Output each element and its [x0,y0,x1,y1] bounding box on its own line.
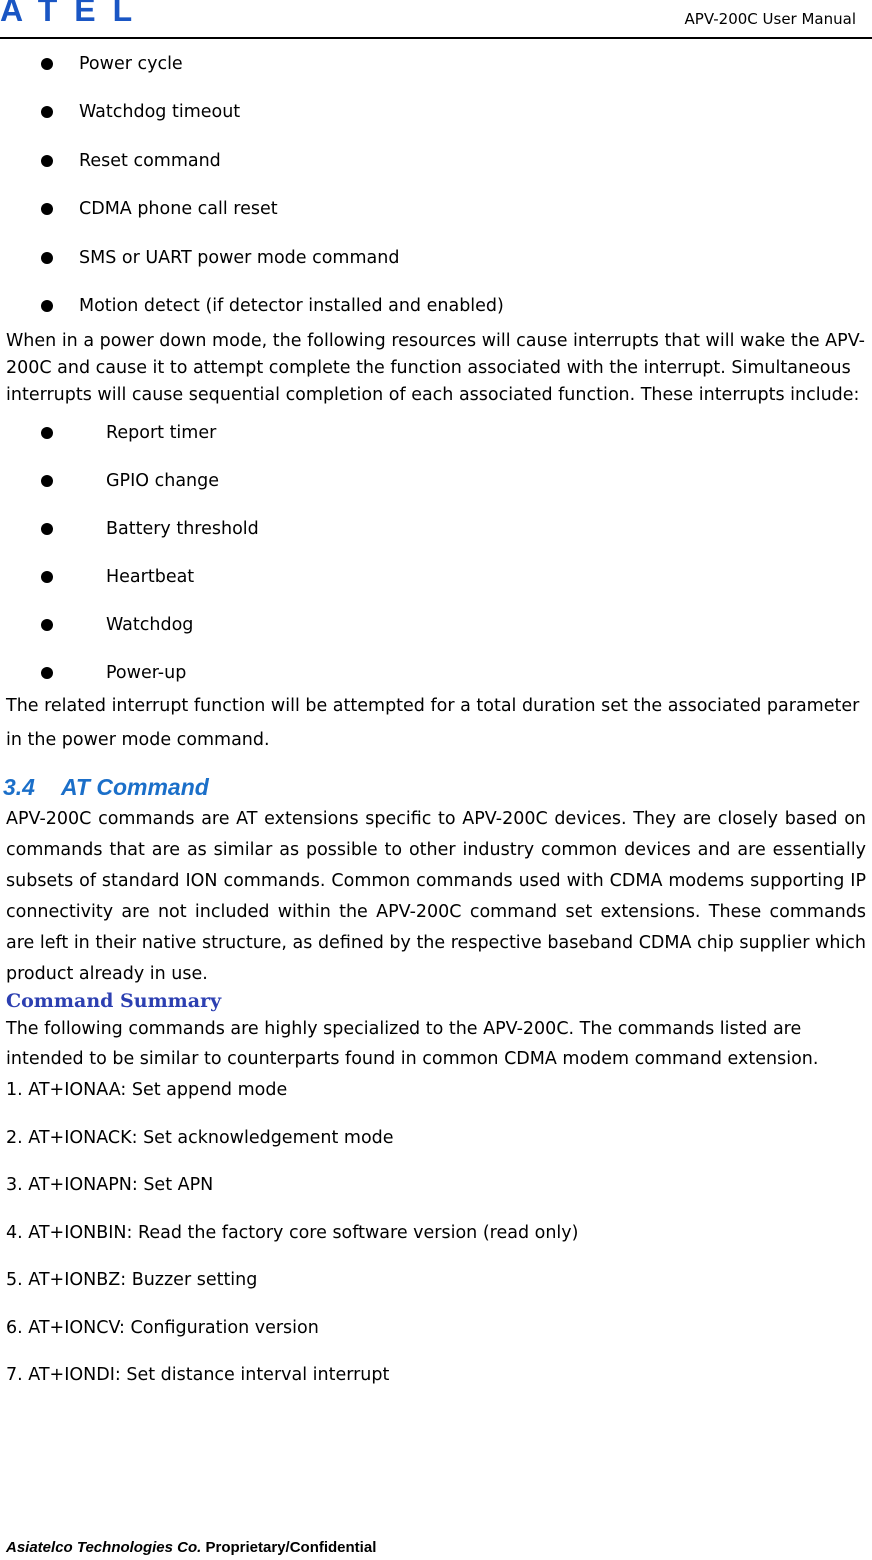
list-item: Heartbeat [6,553,866,601]
header-divider [0,37,872,39]
list-item: SMS or UART power mode command [6,234,866,282]
at-command-intro: APV-200C commands are AT extensions specific to APV-200C devices. They are closely based on commands that are as similar as possible to other industry common devices and are essentially subsets of standard ION commands. Common commands used with CDMA modems supporting IP connectivity are not included within the APV-200C command set extensions. These commands are left in their native structure, as defined by the respective baseband CDMA chip supplier which product already in use. [6,809,866,985]
document-title: APV-200C User Manual [684,10,856,28]
bullet-icon [41,427,53,439]
bullet-icon [41,58,53,70]
bullet-icon [41,619,53,631]
list-item: 6. AT+IONCV: Configuration version [6,1317,319,1338]
list-item: Reset command [6,137,866,185]
list-item: Watchdog timeout [6,88,866,136]
list-item: Motion detect (if detector installed and enabled) [6,282,866,330]
list-item: CDMA phone call reset [6,185,866,233]
bullet-icon [41,523,53,535]
list-item: GPIO change [6,457,866,505]
list-item: 4. AT+IONBIN: Read the factory core software version (read only) [6,1222,579,1243]
list-item: 3. AT+IONAPN: Set APN [6,1175,214,1196]
command-summary-heading: Command Summary [6,990,222,1013]
interrupts-intro: When in a power down mode, the following resources will cause interrupts that will wake the APV-200C and cause it to attempt complete the function associated with the interrupt. Simultaneous interrupts will cause sequential completion of each associated function. These interrupts include: [6,331,865,406]
list-item: Report timer [6,409,866,457]
bullet-icon [41,106,53,118]
list-item: Battery threshold [6,505,866,553]
bullet-icon [41,475,53,487]
list-item: 2. AT+IONACK: Set acknowledgement mode [6,1127,394,1148]
interrupts-list [6,409,866,697]
list-item: 1. AT+IONAA: Set append mode [6,1080,288,1101]
command-list [6,1074,866,1407]
footer-company: Asiatelco Technologies Co. [6,1539,202,1556]
section-number: 3.4 [3,774,35,801]
atel-logo: ATEL [0,0,150,28]
bullet-icon [41,252,53,264]
list-item: 5. AT+IONBZ: Buzzer setting [6,1270,258,1291]
list-item: Power-up [6,649,866,697]
list-item: Watchdog [6,601,866,649]
wake-reasons-list [6,40,866,330]
section-heading [3,774,866,801]
page-footer [6,1539,376,1556]
bullet-icon [41,300,53,312]
page-content [3,40,866,1407]
interrupts-outro: The related interrupt function will be attempted for a total duration set the associated parameter in the power mode command. [6,696,860,751]
list-item: 7. AT+IONDI: Set distance interval interrupt [6,1365,390,1386]
bullet-icon [41,155,53,167]
command-summary-intro: The following commands are highly specialized to the APV-200C. The commands listed are intended to be similar to counterparts found in common CDMA modem command extension. [6,1019,819,1070]
footer-label: Proprietary/Confidential [205,1539,377,1556]
list-item: Power cycle [6,40,866,88]
bullet-icon [41,571,53,583]
bullet-icon [41,203,53,215]
bullet-icon [41,667,53,679]
section-title: AT Command [61,774,209,801]
